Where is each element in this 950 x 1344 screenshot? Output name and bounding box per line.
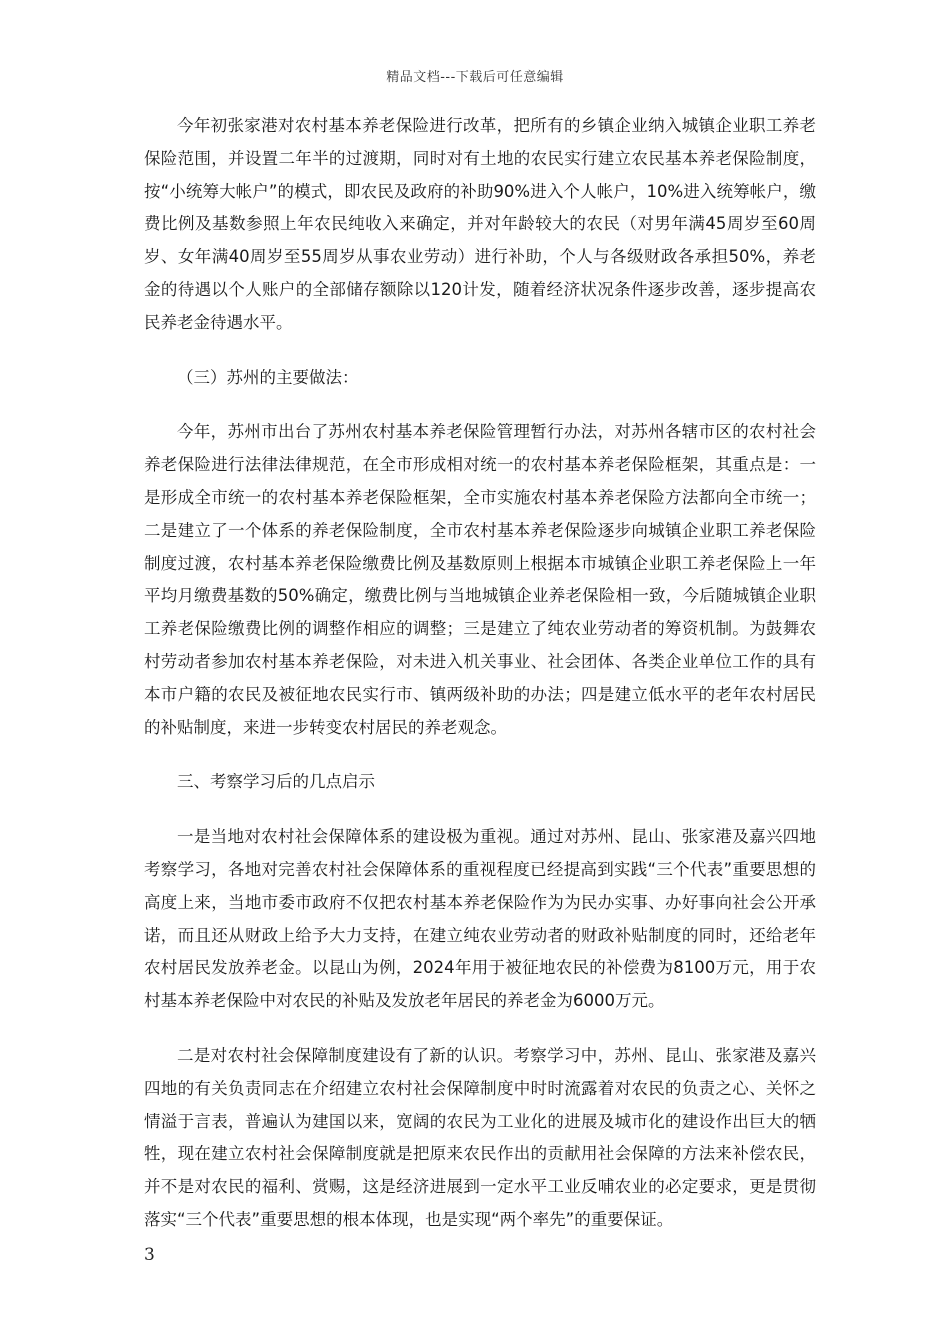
section-heading-insights: 三、考察学习后的几点启示 (177, 772, 375, 792)
paragraph-suzhou-practice: 今年，苏州市出台了苏州农村基本养老保险管理暂行办法，对苏州各辖市区的农村社会养老保险进行法律法律规范，在全市形成相对统一的农村基本养老保险框架，其重点是：一是形成全市统一的农村基本养老保险框架，全市实施农村基本养老保险方法都向全市统一；二是建立了一个体系的养老保险制度，全市农村基本养老保险逐步向城镇企业职工养老保险制度过渡，农村基本养老保险缴费比例及基数原则上根据本市城镇企业职工养老保险上一年平均月缴费基数的50%确定，缴费比例与当地城镇企业养老保险相一致，今后随城镇企业职工养老保险缴费比例的调整作相应的调整；三是建立了纯农业劳动者的筹资机制。为鼓舞农村劳动者参加农村基本养老保险，对未进入机关事业、社会团体、各类企业单位工作的具有本市户籍的农民及被征地农民实行市、镇两级补助的办法；四是建立低水平的老年农村居民的补贴制度，来进一步转变农村居民的养老观念。 (144, 422, 816, 737)
paragraph-insight-one: 一是当地对农村社会保障体系的建设极为重视。通过对苏州、昆山、张家港及嘉兴四地考察学习，各地对完善农村社会保障体系的重视程度已经提高到实践“三个代表”重要思想的高度上来，当地市委市政府不仅把农村基本养老保险作为为民办实事、办好事向社会公开承诺，而且还从财政上给予大力支持，在建立纯农业劳动者的财政补贴制度的同时，还给老年农村居民发放养老金。以昆山为例，2024年用于被征地农民的补偿费为8100万元，用于农村基本养老保险中对农民的补贴及发放老年居民的养老金为6000万元。 (144, 827, 816, 1011)
page-header: 精品文档---下载后可任意编辑 (386, 70, 564, 85)
paragraph-zhangjiagang-reform: 今年初张家港对农村基本养老保险进行改革，把所有的乡镇企业纳入城镇企业职工养老保险范围，并设置二年半的过渡期，同时对有土地的农民实行建立农民基本养老保险制度，按“小统筹大帐户”的模式，即农民及政府的补助90%进入个人帐户，10%进入统筹帐户，缴费比例及基数参照上年农民纯收入来确定，并对年龄较大的农民（对男年满45周岁至60周岁、女年满40周岁至55周岁从事农业劳动）进行补助，个人与各级财政各承担50%，养老金的待遇以个人账户的全部储存额除以120计发，随着经济状况条件逐步改善，逐步提高农民养老金待遇水平。 (144, 116, 816, 332)
document-body (144, 110, 816, 1237)
section-heading-suzhou: （三）苏州的主要做法： (177, 367, 359, 387)
page-number: 3 (144, 1245, 155, 1265)
paragraph-insight-two: 二是对农村社会保障制度建设有了新的认识。考察学习中，苏州、昆山、张家港及嘉兴四地的有关负责同志在介绍建立农村社会保障制度中时时流露着对农民的负责之心、关怀之情溢于言表，普遍认为建国以来，宽阔的农民为工业化的进展及城市化的建设作出巨大的牺牲，现在建立农村社会保障制度就是把原来农民作出的贡献用社会保障的方法来补偿农民，并不是对农民的福利、赏赐，这是经济进展到一定水平工业反哺农业的必定要求，更是贯彻落实“三个代表”重要思想的根本体现，也是实现“两个率先”的重要保证。 (144, 1045, 816, 1229)
